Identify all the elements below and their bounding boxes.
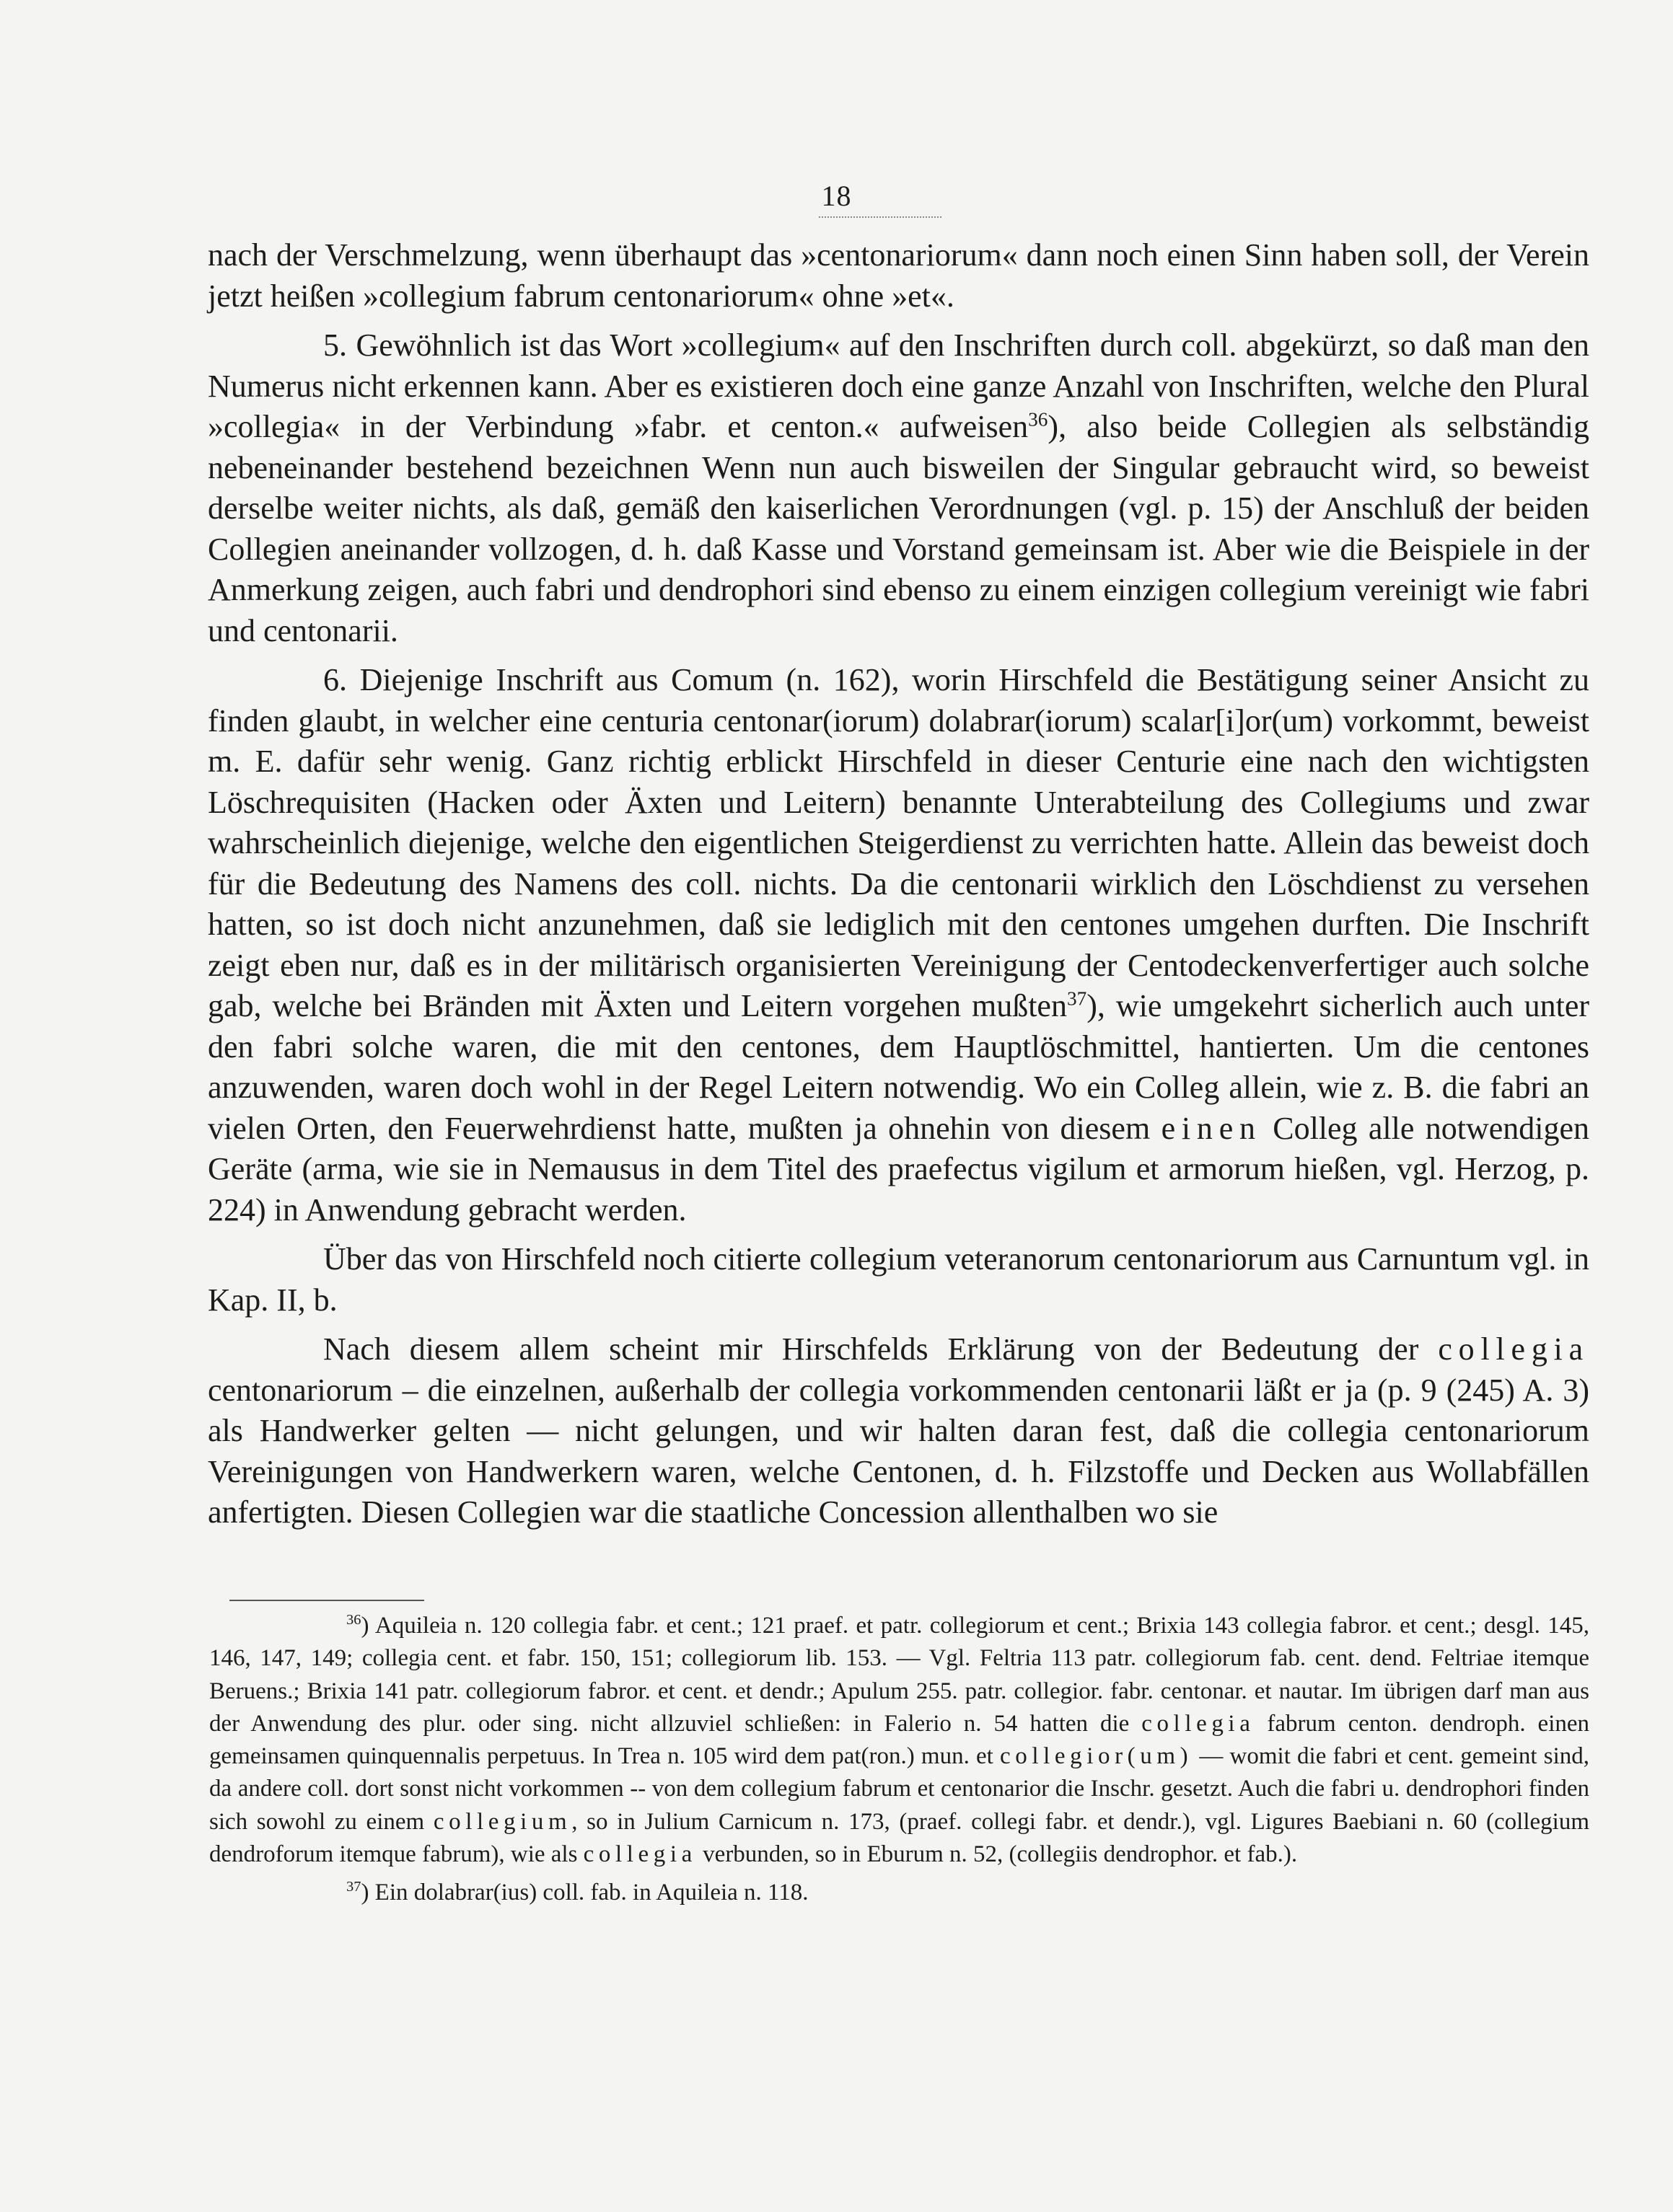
emphasis-spaced: einen <box>1161 1110 1262 1146</box>
paragraph-carnuntum: Über das von Hirschfeld noch citierte collegium veteranorum centonariorum aus Carnuntum vgl. in Kap. II, b. <box>208 1241 1589 1318</box>
paragraph-5: 5. Gewöhnlich ist das Wort »collegium« auf den Inschriften durch coll. abgekürzt, so daß man den Numerus nicht erkennen kann. Aber es existieren doch eine ganze Anzahl von Inschriften, welche den Plural »collegia« in der Verbindung »fabr. et centon.« aufweisen$^{36}$), also beide Collegien als selbständig nebeneinander bestehend bezeichnen Wenn nun auch bisweilen der Singular gebraucht wird, so beweist derselbe weiter nichts, als daß, gemäß den kaiserlichen Verordnungen (vgl. p. 15) der Anschluß der beiden Collegien aneinander vollzogen, d. h. daß Kasse und Vorstand gemeinsam ist. Aber wie die Beispiele in der Anmerkung zeigen, auch fabri und dendrophori sind ebenso zu einem einzigen collegium vereinigt wie fabri und centonarii. <box>208 327 1590 648</box>
footnote-ref-37: 37 <box>1066 987 1087 1010</box>
page-number: 18 <box>821 180 852 212</box>
footnote-36: $^{36}$) Aquileia n. 120 collegia fabr. et cent.; 121 praef. et patr. collegiorum et cent.; Brixia 143 collegia fabror. et cent.; desgl. 145, 146, 147, 149; collegia cent. et fabr. 150, 151; collegiorum lib. 153. — Vgl. Feltria 113 patr. collegiorum fab. cent. dend. Feltriae itemque Beruens.; Brixia 141 patr. collegiorum fabror. et cent. et dendr.; Apulum 255. patr. collegior. fabr. centonar. et nautar. Im übrigen darf man aus der Anwendung des plur. oder sing. nicht allzuviel schließen: in Falerio n. 54 hatten die collegia fabrum centon. dendroph. einen gemeinsamen quinquennalis perpetuus. In Trea n. 105 wird dem pat(ron.) mun. et collegior(um) — womit die fabri et cent. gemeint sind, da andere coll. dort sonst nicht vorkommen -- von dem collegium fabrum et centonarior die Inschr. gesetzt. Auch die fabri u. dendrophori finden sich sowohl zu einem collegium, so in Julium Carnicum n. 173, (praef. collegi fabr. et dendr.), vgl. Ligures Baebiani n. 60 (collegium dendroforum itemque fabrum), wie als collegia verbunden, so in Eburum n. 52, (collegiis dendrophor. et fab.). <box>209 1612 1590 1868</box>
paragraph-1: nach der Verschmelzung, wenn überhaupt das »centonariorum« dann noch einen Sinn haben soll, der Verein jetzt heißen »collegium fabrum centonariorum« ohne »et«. <box>208 237 1589 314</box>
footnote-37: $^{37}$) Ein dolabrar(ius) coll. fab. in Aquileia n. 118. <box>346 1879 809 1906</box>
footnotes <box>209 1610 1589 1916</box>
paragraph-conclusion: Nach diesem allem scheint mir Hirschfelds Erklärung von der Bedeutung der collegia centonariorum – die einzelnen, außerhalb der collegia vorkommenden centonarii läßt er ja (p. 9 (245) A. 3) als Handwerker gelten — nicht gelungen, und wir halten daran fest, daß die collegia centonariorum Vereinigungen von Handwerkern waren, welche Centonen, d. h. Filzstoffe und Decken aus Wollabfällen anfertigten. Diesen Collegien war die staatliche Concession allenthalben wo sie <box>208 1331 1589 1530</box>
footnote-divider <box>229 1600 424 1601</box>
page-number-ornament <box>819 216 941 218</box>
emphasis-spaced: collegia <box>1438 1331 1589 1367</box>
main-text <box>208 235 1589 1542</box>
paragraph-6: 6. Diejenige Inschrift aus Comum (n. 162), worin Hirschfeld die Bestätigung seiner Ansicht zu finden glaubt, in welcher eine centuria centonar(iorum) dolabrar(iorum) scalar[i]or(um) vorkommt, beweist m. E. dafür sehr wenig. Ganz richtig erblickt Hirschfeld in dieser Centurie eine nach den wichtigsten Löschrequisiten (Hacken oder Äxten und Leitern) benannte Unterabteilung des Collegiums und zwar wahrscheinlich diejenige, welche den eigentlichen Steigerdienst zu verrichten hatte. Allein das beweist doch für die Bedeutung des Namens des coll. nichts. Da die centonarii wirklich den Löschdienst zu versehen hatten, so ist doch nicht anzunehmen, daß sie lediglich mit den centones umgehen durften. Die Inschrift zeigt eben nur, daß es in der militärisch organisierten Vereinigung der Centodeckenverfertiger auch solche gab, welche bei Bränden mit Äxten und Leitern vorgehen mußten$^{37}$), wie umgekehrt sicherlich auch unter den fabri solche waren, die mit den centones, dem Hauptlöschmittel, hantierten. Um die centones anzuwenden, waren doch wohl in der Regel Leitern notwendig. Wo ein Colleg allein, wie z. B. die fabri an vielen Orten, den Feuerwehrdienst hatte, mußten ja ohnehin von diesem einen Colleg alle notwendigen Geräte (arma, wie sie in Nemausus in dem Titel des praefectus vigilum et armorum hießen, vgl. Herzog, p. 224) in Anwendung gebracht werden. <box>208 662 1590 1228</box>
footnote-ref-36: 36 <box>1028 408 1048 431</box>
